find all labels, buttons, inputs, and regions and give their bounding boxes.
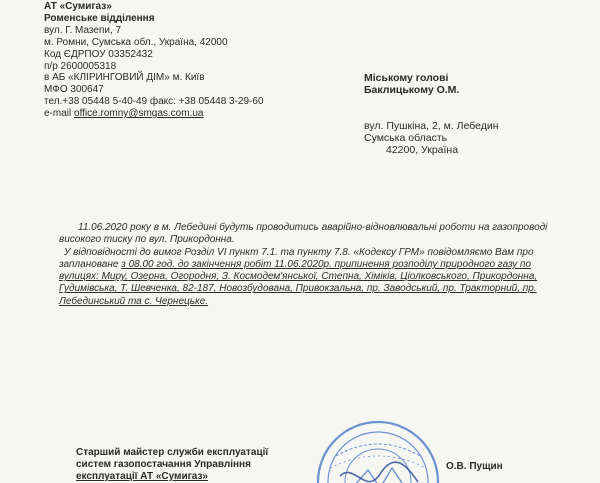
sender-phone: тел.+38 05448 5-40-49 факс: +38 05448 3-29-60 — [44, 96, 264, 108]
sender-email-prefix: e-mail — [44, 108, 75, 120]
body-paragraph2-line2 — [59, 259, 579, 271]
sender-block — [44, 1, 344, 120]
signature-block — [76, 447, 316, 483]
signature-position-line3: експлуатації АТ «Сумигаз» — [76, 471, 208, 482]
body-paragraph1-line1: 11.06.2020 року в м. Лебедині будуть проводитись аварійно-відновлювальні роботи на газопроводі — [78, 222, 548, 233]
recipient-region: Сумська область — [364, 132, 448, 144]
recipient-street: вул. Пушкіна, 2, м. Лебедин — [364, 120, 499, 132]
signature-position-line1: Старший майстер служби експлуатації — [76, 447, 269, 458]
sender-city: м. Ромни, Сумська обл., Україна, 42000 — [44, 36, 228, 48]
body-paragraph1-line2: високого тиску по вул. Прикордонна. — [59, 234, 235, 246]
sender-bank: в АБ «КЛІРИНГОВИЙ ДІМ» м. Київ — [44, 72, 205, 84]
recipient-postcode: 42200, Україна — [386, 144, 459, 156]
body-streets-line2: Гудимівська, Т. Шевченка, 82-187, Новозбудована, Привокзальна, пр. Заводський, пр. Тракторний, пр. — [59, 283, 537, 295]
recipient-block — [364, 72, 584, 156]
body-planned-word: заплановане — [59, 258, 122, 270]
sender-account: п/р 2600005318 — [44, 60, 117, 72]
body-streets-line1: вулицях: Миру, Озерна, Огородня, З. Космодем'янської, Степна, Хіміків, Ціолковського, Прикордонна, — [59, 271, 538, 283]
body-paragraph2-line1: У відповідності до вимог Розділ VI пункт 7.1. та пункту 7.8. «Кодексу ГРМ» повідомляємо Вам про — [64, 246, 534, 258]
signature-position-line2: систем газопостачання Управління — [76, 459, 251, 470]
body-streets-line3: Лебединський та с. Чернецьке. — [59, 295, 209, 307]
sender-mfo: МФО 300647 — [44, 84, 104, 96]
sender-street: вул. Г. Мазепи, 7 — [44, 24, 122, 36]
sender-company: АТ «Сумигаз» — [44, 1, 112, 12]
sender-edrpou: Код ЄДРПОУ 03352432 — [44, 48, 153, 60]
company-seal-stamp — [296, 404, 456, 483]
sender-email-link[interactable]: office.romny@smgas.com.ua — [74, 108, 204, 120]
recipient-name: Баклицькому О.М. — [364, 84, 460, 96]
sender-branch: Роменське відділення — [44, 12, 155, 24]
recipient-title: Міському голові — [364, 72, 449, 84]
letter-body — [59, 222, 579, 308]
signer-name: О.В. Пущин — [446, 461, 503, 472]
sender-email-row — [44, 108, 344, 120]
body-outage-time: з 08.00 год. до закінчення робіт 11.06.2020р. припинення розподілу природного газу по — [121, 258, 532, 270]
